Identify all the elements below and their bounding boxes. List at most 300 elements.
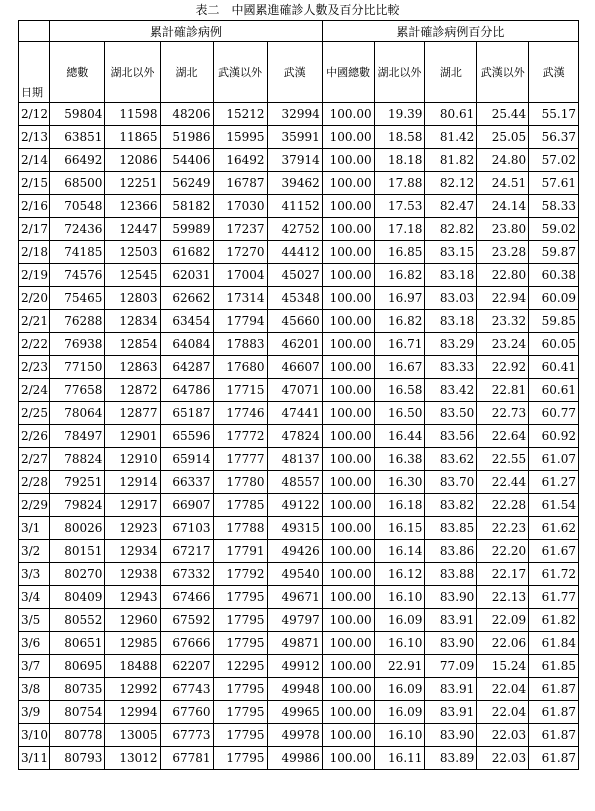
date-cell: 2/29 (19, 494, 50, 517)
date-cell: 2/23 (19, 356, 50, 379)
table-row (19, 494, 579, 517)
date-cell: 2/12 (19, 103, 50, 126)
table-row (19, 402, 579, 425)
value-cell: 100.00 (322, 724, 374, 747)
value-cell: 100.00 (322, 448, 374, 471)
value-cell: 32994 (267, 103, 322, 126)
value-cell: 17777 (213, 448, 267, 471)
value-cell: 83.90 (425, 586, 477, 609)
value-cell: 66907 (160, 494, 213, 517)
value-cell: 22.04 (477, 701, 529, 724)
value-cell: 61.67 (529, 540, 579, 563)
value-cell: 12503 (105, 241, 160, 264)
date-cell: 2/18 (19, 241, 50, 264)
value-cell: 100.00 (322, 540, 374, 563)
value-cell: 16.18 (374, 494, 425, 517)
value-cell: 59.87 (529, 241, 579, 264)
value-cell: 80026 (50, 517, 105, 540)
date-cell: 2/21 (19, 310, 50, 333)
date-cell: 3/3 (19, 563, 50, 586)
date-cell: 2/27 (19, 448, 50, 471)
value-cell: 64786 (160, 379, 213, 402)
value-cell: 17791 (213, 540, 267, 563)
value-cell: 80270 (50, 563, 105, 586)
table-row (19, 517, 579, 540)
value-cell: 63454 (160, 310, 213, 333)
value-cell: 100.00 (322, 379, 374, 402)
value-cell: 24.14 (477, 195, 529, 218)
value-cell: 22.03 (477, 747, 529, 770)
value-cell: 57.61 (529, 172, 579, 195)
date-cell: 3/11 (19, 747, 50, 770)
value-cell: 49871 (267, 632, 322, 655)
value-cell: 17.53 (374, 195, 425, 218)
value-cell: 80735 (50, 678, 105, 701)
value-cell: 13005 (105, 724, 160, 747)
value-cell: 62207 (160, 655, 213, 678)
date-cell: 3/6 (19, 632, 50, 655)
value-cell: 16.09 (374, 701, 425, 724)
value-cell: 12960 (105, 609, 160, 632)
value-cell: 83.50 (425, 402, 477, 425)
date-cell: 2/13 (19, 126, 50, 149)
value-cell: 67773 (160, 724, 213, 747)
value-cell: 12943 (105, 586, 160, 609)
value-cell: 11865 (105, 126, 160, 149)
value-cell: 16.11 (374, 747, 425, 770)
value-cell: 60.77 (529, 402, 579, 425)
value-cell: 60.61 (529, 379, 579, 402)
value-cell: 79824 (50, 494, 105, 517)
value-cell: 49426 (267, 540, 322, 563)
value-cell: 12086 (105, 149, 160, 172)
value-cell: 17795 (213, 632, 267, 655)
value-cell: 68500 (50, 172, 105, 195)
value-cell: 59804 (50, 103, 105, 126)
table-row (19, 287, 579, 310)
value-cell: 61.87 (529, 701, 579, 724)
value-cell: 11598 (105, 103, 160, 126)
value-cell: 49912 (267, 655, 322, 678)
value-cell: 45348 (267, 287, 322, 310)
date-cell: 2/15 (19, 172, 50, 195)
table-row (19, 172, 579, 195)
value-cell: 100.00 (322, 632, 374, 655)
table-row (19, 701, 579, 724)
table-row (19, 333, 579, 356)
value-cell: 61.07 (529, 448, 579, 471)
value-cell: 51986 (160, 126, 213, 149)
value-cell: 58182 (160, 195, 213, 218)
value-cell: 100.00 (322, 494, 374, 517)
value-cell: 37914 (267, 149, 322, 172)
value-cell: 74185 (50, 241, 105, 264)
value-cell: 22.81 (477, 379, 529, 402)
value-cell: 61.82 (529, 609, 579, 632)
date-cell: 2/25 (19, 402, 50, 425)
value-cell: 22.44 (477, 471, 529, 494)
value-cell: 25.44 (477, 103, 529, 126)
value-cell: 100.00 (322, 655, 374, 678)
value-cell: 18.58 (374, 126, 425, 149)
value-cell: 17270 (213, 241, 267, 264)
value-cell: 17030 (213, 195, 267, 218)
value-cell: 59.02 (529, 218, 579, 241)
value-cell: 100.00 (322, 241, 374, 264)
page-title: 表二 中國累進確診人數及百分比比較 (195, 3, 400, 17)
value-cell: 80793 (50, 747, 105, 770)
value-cell: 16492 (213, 149, 267, 172)
value-cell: 23.28 (477, 241, 529, 264)
value-cell: 12934 (105, 540, 160, 563)
value-cell: 16.15 (374, 517, 425, 540)
value-cell: 75465 (50, 287, 105, 310)
value-cell: 83.82 (425, 494, 477, 517)
value-cell: 60.92 (529, 425, 579, 448)
column-header: 中國總數 (322, 42, 374, 103)
value-cell: 18.18 (374, 149, 425, 172)
value-cell: 62031 (160, 264, 213, 287)
value-cell: 17680 (213, 356, 267, 379)
value-cell: 83.90 (425, 632, 477, 655)
value-cell: 100.00 (322, 149, 374, 172)
value-cell: 82.12 (425, 172, 477, 195)
value-cell: 100.00 (322, 103, 374, 126)
value-cell: 100.00 (322, 195, 374, 218)
value-cell: 100.00 (322, 586, 374, 609)
value-cell: 83.42 (425, 379, 477, 402)
value-cell: 12938 (105, 563, 160, 586)
value-cell: 41152 (267, 195, 322, 218)
date-cell: 3/5 (19, 609, 50, 632)
date-cell: 3/9 (19, 701, 50, 724)
table-body (19, 103, 579, 770)
table-row (19, 471, 579, 494)
value-cell: 61682 (160, 241, 213, 264)
value-cell: 12994 (105, 701, 160, 724)
value-cell: 17715 (213, 379, 267, 402)
value-cell: 100.00 (322, 218, 374, 241)
value-cell: 64084 (160, 333, 213, 356)
value-cell: 22.04 (477, 678, 529, 701)
column-header: 日期 (19, 42, 50, 103)
value-cell: 61.87 (529, 747, 579, 770)
value-cell: 17788 (213, 517, 267, 540)
value-cell: 46201 (267, 333, 322, 356)
value-cell: 47824 (267, 425, 322, 448)
value-cell: 56.37 (529, 126, 579, 149)
value-cell: 22.17 (477, 563, 529, 586)
value-cell: 22.64 (477, 425, 529, 448)
value-cell: 22.20 (477, 540, 529, 563)
column-header: 武漢以外 (477, 42, 529, 103)
table-row (19, 425, 579, 448)
date-cell: 3/7 (19, 655, 50, 678)
table-row (19, 586, 579, 609)
value-cell: 22.92 (477, 356, 529, 379)
value-cell: 45660 (267, 310, 322, 333)
table-row (19, 609, 579, 632)
column-header-row (19, 42, 579, 103)
value-cell: 12863 (105, 356, 160, 379)
value-cell: 61.87 (529, 678, 579, 701)
value-cell: 65596 (160, 425, 213, 448)
value-cell: 12251 (105, 172, 160, 195)
group-header-cumulative: 累計確診病例 (50, 21, 322, 42)
value-cell: 61.77 (529, 586, 579, 609)
value-cell: 100.00 (322, 356, 374, 379)
value-cell: 16.38 (374, 448, 425, 471)
column-header: 武漢 (267, 42, 322, 103)
column-header: 湖北 (425, 42, 477, 103)
value-cell: 49986 (267, 747, 322, 770)
value-cell: 16.10 (374, 632, 425, 655)
value-cell: 22.13 (477, 586, 529, 609)
value-cell: 17.18 (374, 218, 425, 241)
value-cell: 100.00 (322, 310, 374, 333)
value-cell: 48206 (160, 103, 213, 126)
value-cell: 49315 (267, 517, 322, 540)
value-cell: 12854 (105, 333, 160, 356)
value-cell: 77150 (50, 356, 105, 379)
table-row (19, 724, 579, 747)
table-row (19, 356, 579, 379)
table-row (19, 310, 579, 333)
value-cell: 55.17 (529, 103, 579, 126)
value-cell: 67666 (160, 632, 213, 655)
value-cell: 83.70 (425, 471, 477, 494)
value-cell: 83.18 (425, 310, 477, 333)
value-cell: 17746 (213, 402, 267, 425)
column-header: 武漢以外 (213, 42, 267, 103)
value-cell: 23.32 (477, 310, 529, 333)
value-cell: 66337 (160, 471, 213, 494)
value-cell: 61.72 (529, 563, 579, 586)
table-row (19, 379, 579, 402)
value-cell: 17772 (213, 425, 267, 448)
value-cell: 12834 (105, 310, 160, 333)
value-cell: 76288 (50, 310, 105, 333)
value-cell: 74576 (50, 264, 105, 287)
value-cell: 42752 (267, 218, 322, 241)
value-cell: 100.00 (322, 609, 374, 632)
value-cell: 22.06 (477, 632, 529, 655)
value-cell: 15995 (213, 126, 267, 149)
group-header-percent: 累計確診病例百分比 (322, 21, 578, 42)
value-cell: 49122 (267, 494, 322, 517)
value-cell: 60.09 (529, 287, 579, 310)
value-cell: 54406 (160, 149, 213, 172)
value-cell: 12985 (105, 632, 160, 655)
value-cell: 83.91 (425, 609, 477, 632)
value-cell: 61.54 (529, 494, 579, 517)
date-cell: 3/1 (19, 517, 50, 540)
value-cell: 16.10 (374, 724, 425, 747)
value-cell: 78497 (50, 425, 105, 448)
date-cell: 3/10 (19, 724, 50, 747)
date-cell: 2/14 (19, 149, 50, 172)
table-row (19, 195, 579, 218)
value-cell: 81.82 (425, 149, 477, 172)
date-cell: 2/26 (19, 425, 50, 448)
value-cell: 22.80 (477, 264, 529, 287)
value-cell: 83.88 (425, 563, 477, 586)
value-cell: 83.56 (425, 425, 477, 448)
date-cell: 2/19 (19, 264, 50, 287)
value-cell: 83.90 (425, 724, 477, 747)
value-cell: 83.91 (425, 701, 477, 724)
value-cell: 17795 (213, 724, 267, 747)
value-cell: 24.80 (477, 149, 529, 172)
value-cell: 70548 (50, 195, 105, 218)
value-cell: 12992 (105, 678, 160, 701)
value-cell: 44412 (267, 241, 322, 264)
value-cell: 48137 (267, 448, 322, 471)
value-cell: 100.00 (322, 402, 374, 425)
value-cell: 100.00 (322, 264, 374, 287)
value-cell: 100.00 (322, 333, 374, 356)
value-cell: 83.62 (425, 448, 477, 471)
date-cell: 2/28 (19, 471, 50, 494)
value-cell: 25.05 (477, 126, 529, 149)
value-cell: 80754 (50, 701, 105, 724)
table-row (19, 126, 579, 149)
value-cell: 58.33 (529, 195, 579, 218)
value-cell: 17795 (213, 701, 267, 724)
value-cell: 62662 (160, 287, 213, 310)
value-cell: 67332 (160, 563, 213, 586)
value-cell: 16.09 (374, 678, 425, 701)
value-cell: 22.09 (477, 609, 529, 632)
value-cell: 23.24 (477, 333, 529, 356)
value-cell: 79251 (50, 471, 105, 494)
value-cell: 67760 (160, 701, 213, 724)
date-cell: 2/17 (19, 218, 50, 241)
value-cell: 100.00 (322, 287, 374, 310)
value-cell: 49797 (267, 609, 322, 632)
value-cell: 17883 (213, 333, 267, 356)
value-cell: 100.00 (322, 563, 374, 586)
value-cell: 65187 (160, 402, 213, 425)
value-cell: 78064 (50, 402, 105, 425)
value-cell: 49965 (267, 701, 322, 724)
value-cell: 16.67 (374, 356, 425, 379)
value-cell: 80695 (50, 655, 105, 678)
table-row (19, 264, 579, 287)
value-cell: 12917 (105, 494, 160, 517)
value-cell: 49948 (267, 678, 322, 701)
value-cell: 17795 (213, 747, 267, 770)
corner-cell (19, 21, 50, 42)
value-cell: 17780 (213, 471, 267, 494)
value-cell: 57.02 (529, 149, 579, 172)
value-cell: 83.29 (425, 333, 477, 356)
value-cell: 35991 (267, 126, 322, 149)
value-cell: 12366 (105, 195, 160, 218)
value-cell: 16.71 (374, 333, 425, 356)
value-cell: 83.33 (425, 356, 477, 379)
value-cell: 12447 (105, 218, 160, 241)
value-cell: 17.88 (374, 172, 425, 195)
value-cell: 16.09 (374, 609, 425, 632)
value-cell: 12877 (105, 402, 160, 425)
value-cell: 67592 (160, 609, 213, 632)
value-cell: 76938 (50, 333, 105, 356)
value-cell: 22.73 (477, 402, 529, 425)
value-cell: 47071 (267, 379, 322, 402)
value-cell: 16.44 (374, 425, 425, 448)
table-row (19, 632, 579, 655)
date-cell: 3/2 (19, 540, 50, 563)
value-cell: 22.94 (477, 287, 529, 310)
value-cell: 47441 (267, 402, 322, 425)
table-row (19, 103, 579, 126)
value-cell: 64287 (160, 356, 213, 379)
value-cell: 12901 (105, 425, 160, 448)
value-cell: 49978 (267, 724, 322, 747)
value-cell: 67103 (160, 517, 213, 540)
value-cell: 22.91 (374, 655, 425, 678)
date-cell: 2/16 (19, 195, 50, 218)
value-cell: 13012 (105, 747, 160, 770)
value-cell: 80409 (50, 586, 105, 609)
value-cell: 19.39 (374, 103, 425, 126)
value-cell: 61.85 (529, 655, 579, 678)
date-cell: 2/22 (19, 333, 50, 356)
value-cell: 39462 (267, 172, 322, 195)
value-cell: 100.00 (322, 471, 374, 494)
table-row (19, 678, 579, 701)
value-cell: 17785 (213, 494, 267, 517)
value-cell: 60.38 (529, 264, 579, 287)
value-cell: 80.61 (425, 103, 477, 126)
value-cell: 17795 (213, 586, 267, 609)
value-cell: 83.15 (425, 241, 477, 264)
value-cell: 65914 (160, 448, 213, 471)
column-header: 湖北以外 (374, 42, 425, 103)
value-cell: 72436 (50, 218, 105, 241)
value-cell: 17795 (213, 609, 267, 632)
value-cell: 15212 (213, 103, 267, 126)
value-cell: 22.23 (477, 517, 529, 540)
value-cell: 12914 (105, 471, 160, 494)
value-cell: 78824 (50, 448, 105, 471)
table-row (19, 218, 579, 241)
value-cell: 12910 (105, 448, 160, 471)
value-cell: 16787 (213, 172, 267, 195)
value-cell: 18488 (105, 655, 160, 678)
value-cell: 16.58 (374, 379, 425, 402)
value-cell: 61.87 (529, 724, 579, 747)
value-cell: 100.00 (322, 678, 374, 701)
value-cell: 17794 (213, 310, 267, 333)
table-row (19, 563, 579, 586)
value-cell: 61.84 (529, 632, 579, 655)
value-cell: 100.00 (322, 517, 374, 540)
value-cell: 56249 (160, 172, 213, 195)
value-cell: 16.50 (374, 402, 425, 425)
value-cell: 60.05 (529, 333, 579, 356)
column-header: 總數 (50, 42, 105, 103)
value-cell: 12872 (105, 379, 160, 402)
value-cell: 100.00 (322, 126, 374, 149)
value-cell: 60.41 (529, 356, 579, 379)
value-cell: 63851 (50, 126, 105, 149)
value-cell: 82.47 (425, 195, 477, 218)
value-cell: 67743 (160, 678, 213, 701)
value-cell: 59.85 (529, 310, 579, 333)
value-cell: 22.03 (477, 724, 529, 747)
